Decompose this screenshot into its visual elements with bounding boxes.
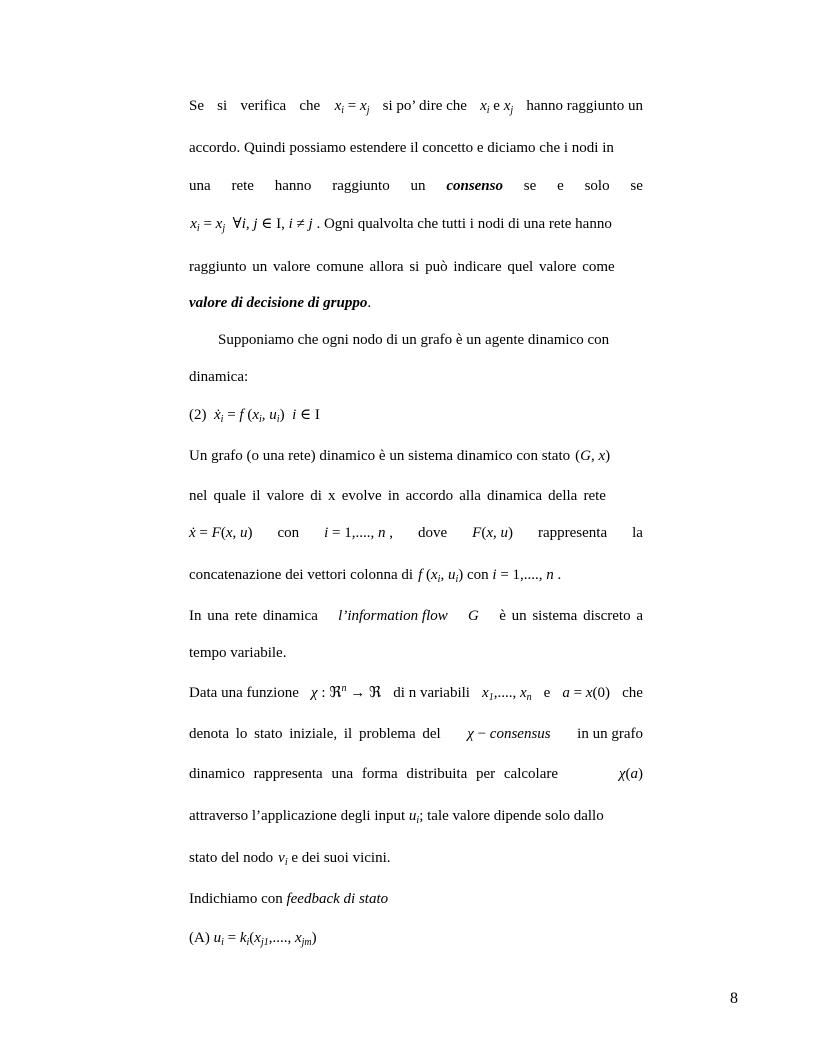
text-line: Data una funzione χ : ℜ$^n$ → ℜ di n variabili $x_1$,...., $x_n$ e a = x(0) che bbox=[189, 683, 643, 703]
consenso-term: consenso bbox=[446, 178, 503, 194]
text-line: Un grafo (o una rete) dinamico è un sistema dinamico con stato (G, x) bbox=[189, 448, 611, 464]
text-line: valore di decisione di gruppo. bbox=[189, 295, 372, 311]
math-consensus-condition: $x_i = x_j$ ∀i, j ∈ I, i ≠ j bbox=[189, 216, 317, 234]
text-line: Supponiamo che ogni nodo di un grafo è un agente dinamico con bbox=[218, 332, 610, 348]
text-line: Indichiamo con feedback di stato bbox=[189, 891, 389, 907]
text-line: raggiunto un valore comune allora si può indicare quel valore come bbox=[189, 259, 615, 275]
text-line: dinamica: bbox=[189, 369, 249, 385]
text-line: tempo variabile. bbox=[189, 645, 287, 661]
text-line: In una rete dinamica l’information flow G è un sistema discreto a bbox=[189, 608, 643, 624]
page-number: 8 bbox=[730, 990, 738, 1007]
bold-term: valore di decisione di gruppo bbox=[189, 295, 368, 311]
text-line bbox=[189, 96, 643, 116]
text-line: accordo. Quindi possiamo estendere il concetto e diciamo che i nodi in bbox=[189, 140, 614, 156]
equation-2: (2) $ẋ_i = f$ ($x_i$, $u_i$) i ∈ I bbox=[189, 407, 320, 425]
word: che bbox=[299, 98, 321, 114]
text-fragment: si po’ dire che bbox=[382, 98, 467, 114]
text-line: stato del nodo $v_i$ e dei suoi vicini. bbox=[189, 850, 391, 868]
word: si bbox=[217, 98, 228, 114]
text-line: $x_i = x_j$ ∀i, j ∈ I, i ≠ j . Ogni qualvolta che tutti i nodi di una rete hanno bbox=[189, 216, 612, 234]
text-line: ẋ = F(x, u) con i = 1,...., n , dove F(x, u) rappresenta la bbox=[189, 525, 643, 541]
word: Se bbox=[189, 98, 204, 114]
word: verifica bbox=[240, 98, 287, 114]
text-fragment: hanno raggiunto un bbox=[526, 98, 643, 114]
text-line: attraverso l’applicazione degli input $u_i$; tale valore dipende solo dallo bbox=[189, 808, 604, 826]
text-line: una rete hanno raggiunto un consenso se e solo se bbox=[189, 178, 643, 194]
text-line: dinamico rappresenta una forma distribuita per calcolare χ(a) bbox=[189, 766, 643, 782]
math-xi-e-xj: $x_i$ e $x_j$ bbox=[480, 98, 514, 116]
text-line: nel quale il valore di x evolve in accordo alla dinamica della rete bbox=[189, 488, 606, 504]
equation-A: (A) $u_i = k_i(x_{j1}$,...., $x_{jm}$) bbox=[189, 930, 317, 948]
text-line: concatenazione dei vettori colonna di f ($x_i$, $u_i$) con i = 1,...., n . bbox=[189, 567, 562, 585]
math-xi-eq-xj: $x_i = x_j$ bbox=[333, 98, 370, 116]
text-line: denota lo stato iniziale, il problema del χ − consensus in un grafo bbox=[189, 726, 643, 742]
